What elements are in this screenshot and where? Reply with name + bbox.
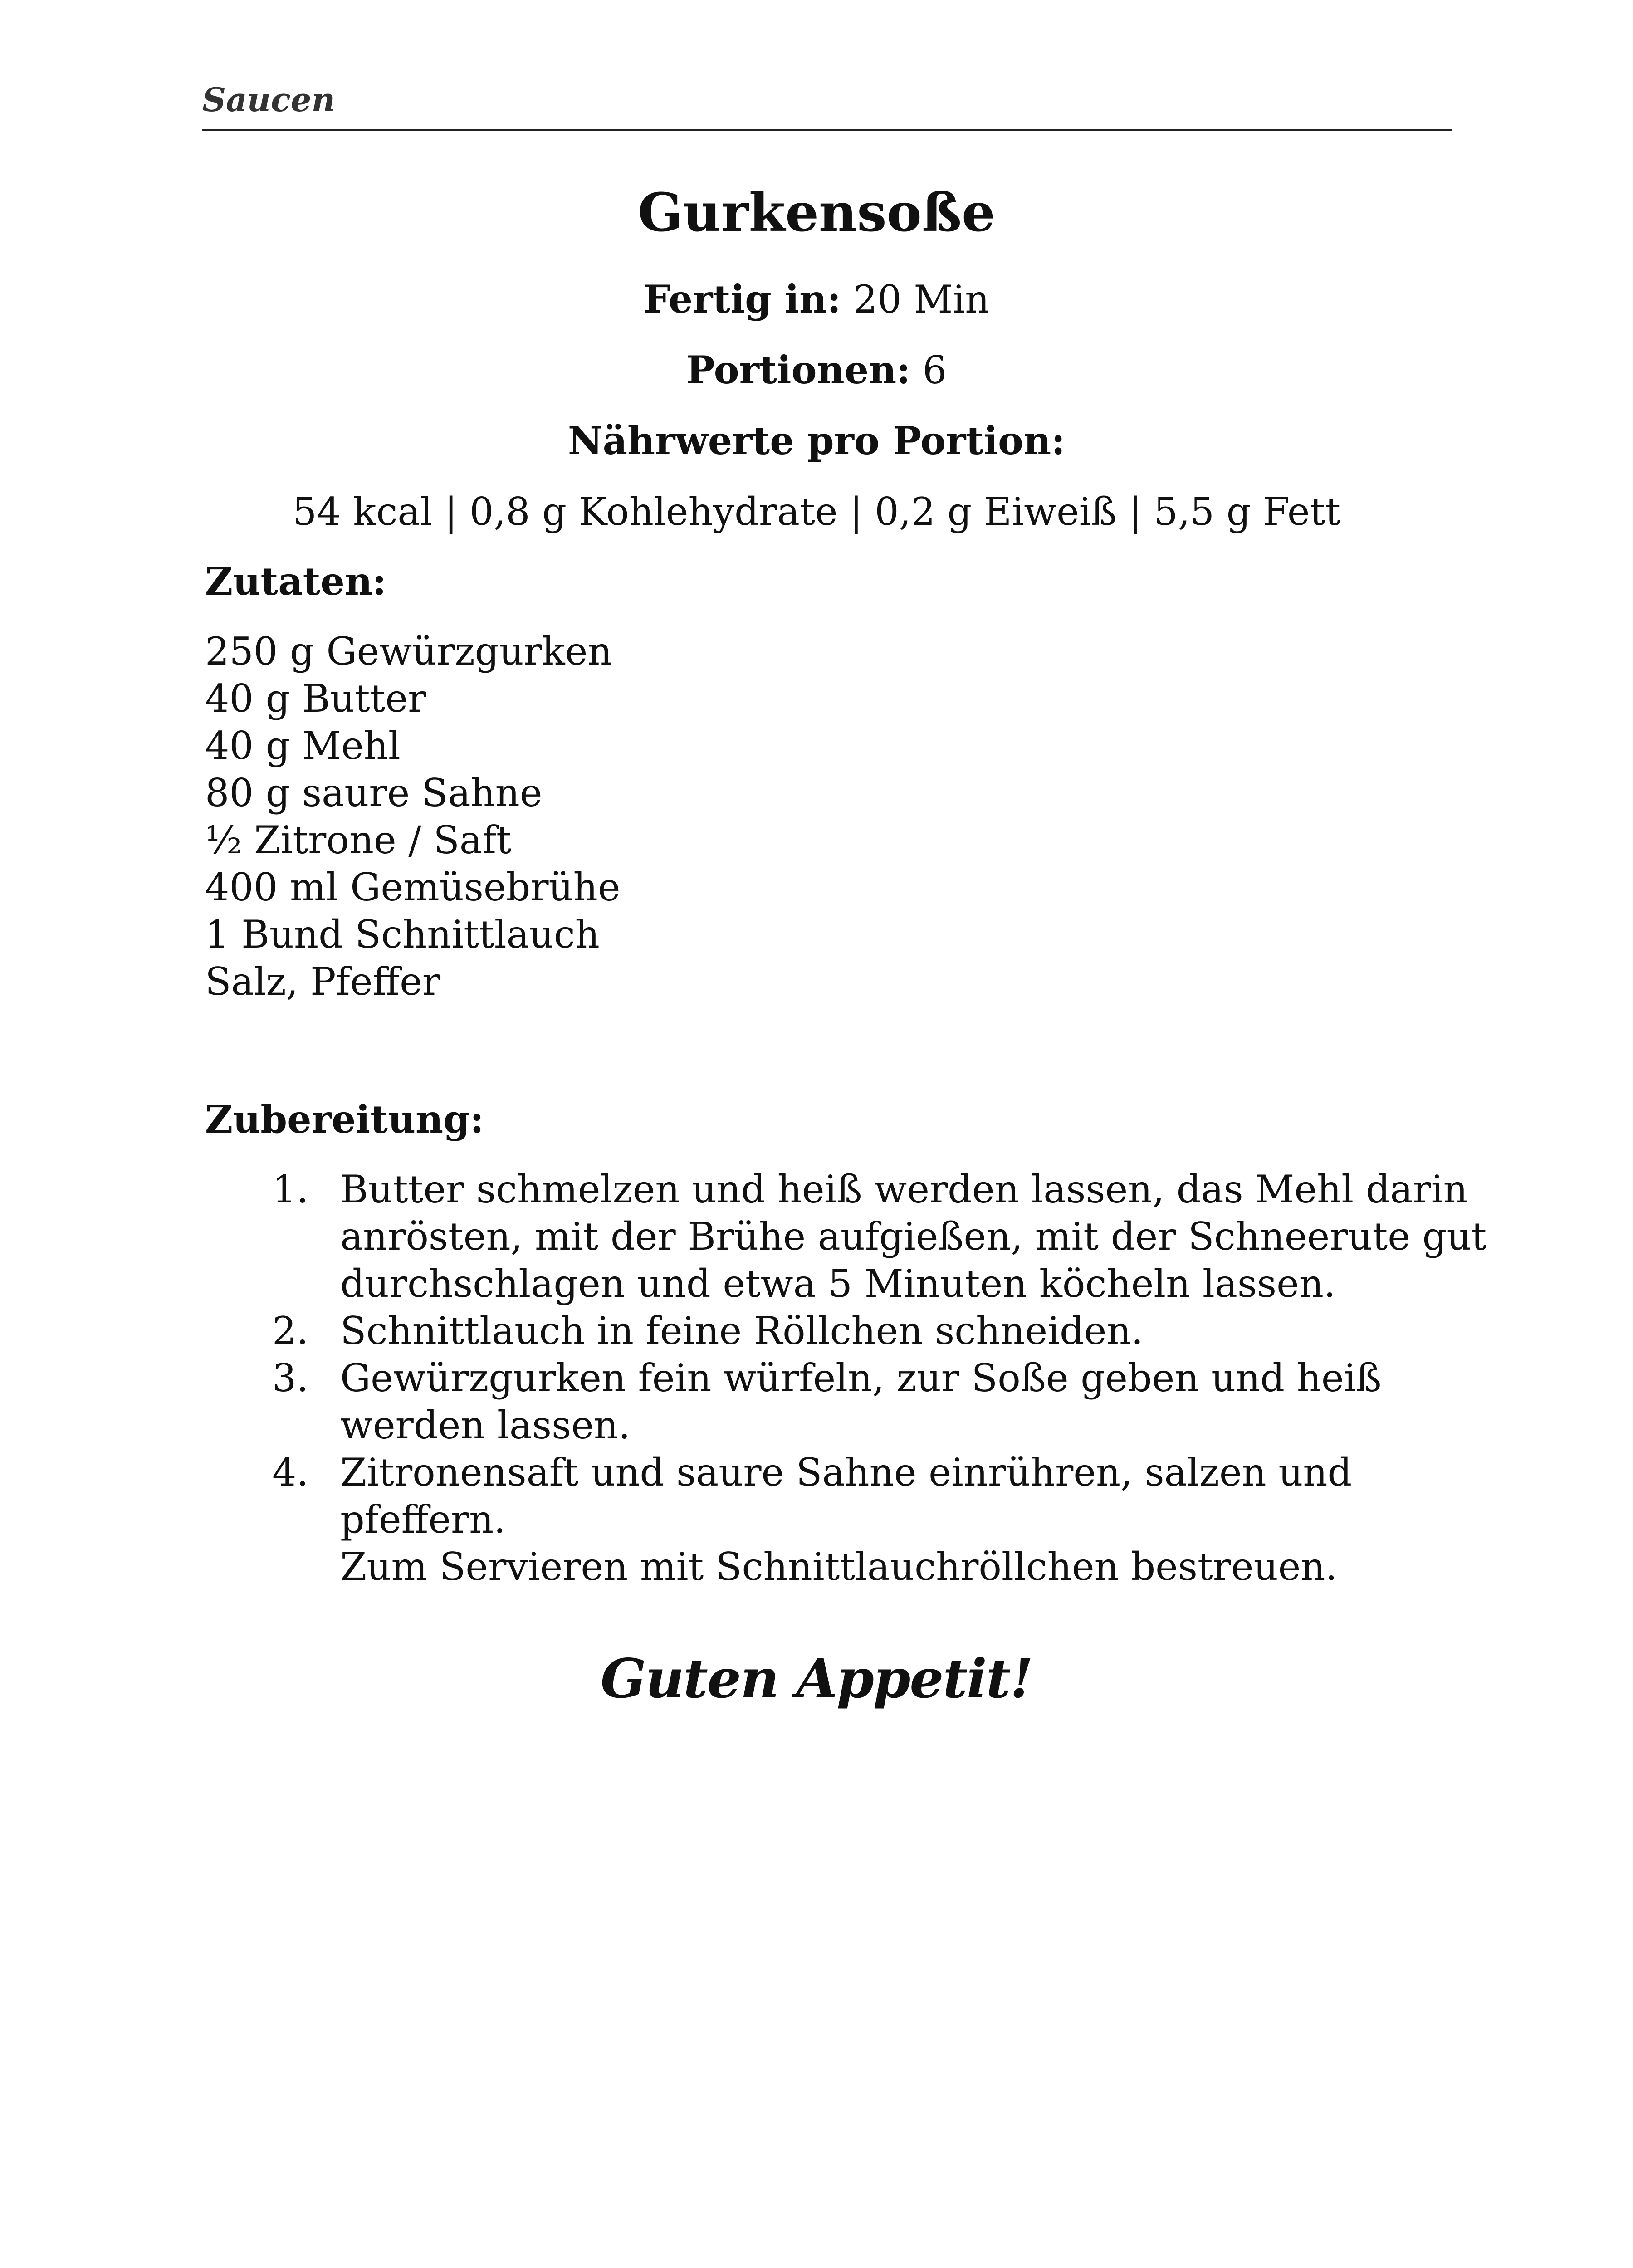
ingredients-heading: Zutaten:: [205, 559, 386, 604]
step-text-line: Zum Servieren mit Schnittlauchröllchen bestreuen.: [340, 1545, 1338, 1589]
ready-time: [0, 277, 1633, 323]
step-item: [205, 1307, 1430, 1354]
ingredient-item: 1 Bund Schnittlauch: [205, 912, 600, 957]
preparation-steps: [205, 1166, 1487, 1590]
ingredient-item: 40 g Butter: [205, 676, 426, 721]
step-item: [205, 1354, 1430, 1449]
header-rule: [202, 129, 1452, 131]
step-number: 4.: [272, 1450, 309, 1495]
step-text-line: Butter schmelzen und heiß werden lassen, das Mehl darin: [340, 1167, 1468, 1212]
nutrition-label: Nährwerte pro Portion:: [567, 418, 1066, 463]
ingredients-list: [205, 628, 620, 1005]
servings: [0, 347, 1633, 393]
running-header: Saucen: [202, 80, 335, 119]
ingredient-item: 250 g Gewürzgurken: [205, 629, 612, 674]
step-text-line: durchschlagen und etwa 5 Minuten köcheln lassen.: [340, 1261, 1336, 1306]
step-item: [205, 1166, 1487, 1307]
step-number: 1.: [272, 1167, 309, 1212]
step-number: 3.: [272, 1356, 309, 1400]
ready-time-label: Fertig in:: [643, 277, 841, 322]
step-text-line: pfeffern.: [340, 1497, 506, 1542]
nutrition-values: 54 kcal | 0,8 g Kohlehydrate | 0,2 g Eiweiß | 5,5 g Fett: [292, 489, 1341, 534]
recipe-title: Gurkensoße: [638, 182, 995, 244]
closing-greeting: Guten Appetit!: [600, 1647, 1033, 1710]
ingredient-item: ½ Zitrone / Saft: [205, 818, 512, 862]
step-text-line: anrösten, mit der Brühe aufgießen, mit der Schneerute gut: [340, 1214, 1487, 1259]
step-text-line: Zitronensaft und saure Sahne einrühren, salzen und: [340, 1450, 1352, 1495]
ingredient-item: Salz, Pfeffer: [205, 959, 441, 1004]
preparation-heading: Zubereitung:: [205, 1097, 484, 1142]
servings-label: Portionen:: [686, 347, 911, 392]
step-text-line: Gewürzgurken fein würfeln, zur Soße geben und heiß: [340, 1356, 1382, 1400]
ingredient-item: 80 g saure Sahne: [205, 771, 543, 815]
step-item: [205, 1449, 1430, 1590]
step-text-line: werden lassen.: [340, 1403, 631, 1447]
step-text-line: Schnittlauch in feine Röllchen schneiden.: [340, 1309, 1144, 1353]
ingredient-item: 40 g Mehl: [205, 723, 401, 768]
step-number: 2.: [272, 1309, 309, 1353]
servings-value: 6: [922, 348, 947, 392]
ready-time-value: 20 Min: [853, 277, 990, 322]
ingredient-item: 400 ml Gemüsebrühe: [205, 865, 621, 909]
